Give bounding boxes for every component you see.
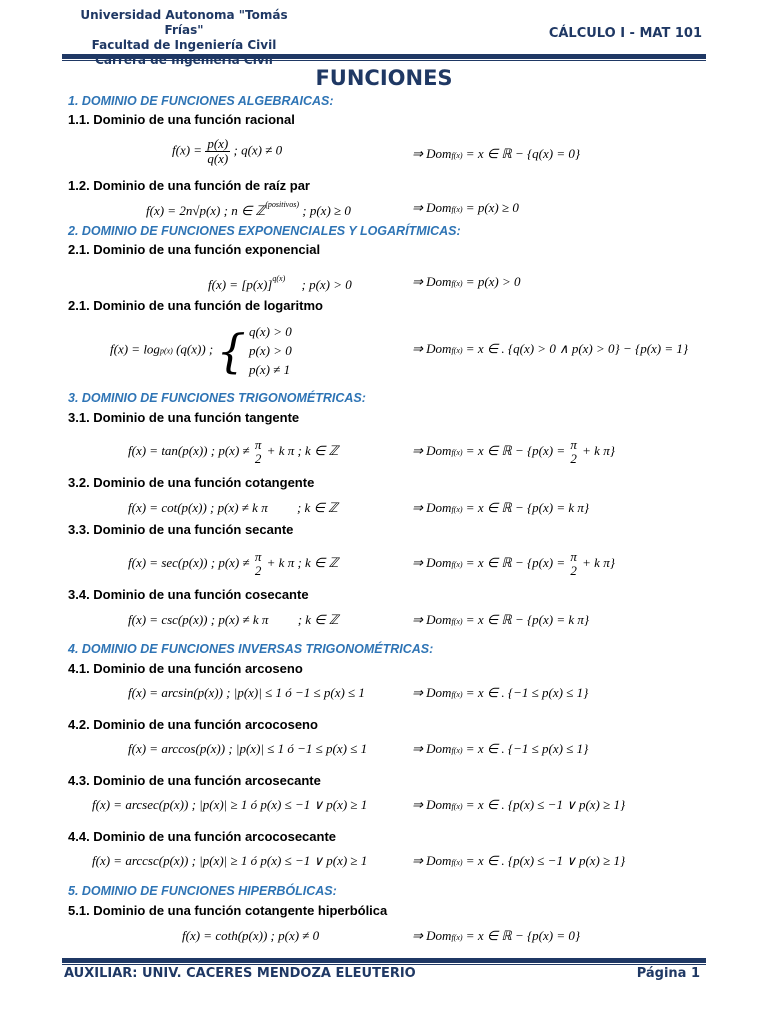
formula-arccosecant: f(x) = arccsc(p(x)) ; |p(x)| ≥ 1 ó p(x) ≤ −1 ∨ p(x) ≥ 1 [92,853,368,868]
domain-exponential: ⇒ Domf(x) = p(x) > 0 [412,274,521,289]
section-heading-1: 1. DOMINIO DE FUNCIONES ALGEBRAICAS: [68,94,334,108]
formula-arcsine: f(x) = arcsin(p(x)) ; |p(x)| ≤ 1 ó −1 ≤ p(x) ≤ 1 [128,685,365,700]
subheading-3-2: 3.2. Dominio de una función cotangente [68,475,315,490]
subheading-4-2: 4.2. Dominio de una función arcocoseno [68,717,318,732]
subheading-2-2: 2.1. Dominio de una función de logaritmo [68,298,323,313]
domain-tangent: ⇒ Domf(x) = x ∈ ℝ − {p(x) = π 2 + k π} [412,437,615,466]
section-heading-3: 3. DOMINIO DE FUNCIONES TRIGONOMÉTRICAS: [68,391,366,405]
author-footer: AUXILIAR: UNIV. CACERES MENDOZA ELEUTERIO [64,966,416,981]
formula-cotangent: f(x) = cot(p(x)) ; p(x) ≠ k π ; k ∈ ℤ [128,500,338,515]
domain-even-root: ⇒ Domf(x) = p(x) ≥ 0 [412,200,519,215]
subheading-5-1: 5.1. Dominio de una función cotangente hiperbólica [68,903,388,918]
formula-even-root: f(x) = 2n√p(x) ; n ∈ ℤ$^{(positivos)}$ ; p(x) ≥ 0 [146,200,351,218]
subheading-3-3: 3.3. Dominio de una función secante [68,522,294,537]
university-name: Universidad Autonoma "Tomás Frías" [80,8,288,37]
domain-hyperbolic-cotangent: ⇒ Domf(x) = x ∈ ℝ − {p(x) = 0} [412,928,581,943]
formula-exponential: $f(x) = [p(x)]^{q(x)}$ ; p(x) > 0 [208,274,352,292]
subheading-1-2: 1.2. Dominio de una función de raíz par [68,178,310,193]
subheading-4-1: 4.1. Dominio de una función arcoseno [68,661,303,676]
domain-arcsecant: ⇒ Domf(x) = x ∈ . {p(x) ≤ −1 ∨ p(x) ≥ 1} [412,797,626,812]
subheading-3-1: 3.1. Dominio de una función tangente [68,410,300,425]
domain-arccosine: ⇒ Domf(x) = x ∈ . {−1 ≤ p(x) ≤ 1} [412,741,589,756]
footer-divider-thick [62,958,706,963]
course-code: CÁLCULO I - MAT 101 [548,26,702,41]
page-title: FUNCIONES [315,66,453,90]
subheading-4-4: 4.4. Dominio de una función arcocosecante [68,829,337,844]
faculty-name: Facultad de Ingeniería Civil [91,38,277,52]
section-heading-2: 2. DOMINIO DE FUNCIONES EXPONENCIALES Y LOGARÍTMICAS: [68,224,461,238]
domain-logarithm: ⇒ Domf(x) = x ∈ . {q(x) > 0 ∧ p(x) > 0} − {p(x) = 1} [412,341,689,356]
section-heading-4: 4. DOMINIO DE FUNCIONES INVERSAS TRIGONOMÉTRICAS: [68,642,434,656]
domain-cosecant: ⇒ Domf(x) = x ∈ ℝ − {p(x) = k π} [412,612,590,627]
subheading-3-4: 3.4. Dominio de una función cosecante [68,587,309,602]
domain-cotangent: ⇒ Domf(x) = x ∈ ℝ − {p(x) = k π} [412,500,590,515]
subheading-4-3: 4.3. Dominio de una función arcosecante [68,773,321,788]
header-divider-thin [62,60,706,61]
formula-arccosine: f(x) = arccos(p(x)) ; |p(x)| ≤ 1 ó −1 ≤ p(x) ≤ 1 [128,741,368,756]
domain-arcsine: ⇒ Domf(x) = x ∈ . {−1 ≤ p(x) ≤ 1} [412,685,589,700]
domain-arccosecant: ⇒ Domf(x) = x ∈ . {p(x) ≤ −1 ∨ p(x) ≥ 1} [412,853,626,868]
formula-cosecant: f(x) = csc(p(x)) ; p(x) ≠ k π ; k ∈ ℤ [128,612,339,627]
formula-secant: f(x) = sec(p(x)) ; p(x) ≠ π 2 + k π ; k ∈ ℤ [128,549,339,578]
subheading-2-1: 2.1. Dominio de una función exponencial [68,242,321,257]
domain-secant: ⇒ Domf(x) = x ∈ ℝ − {p(x) = π 2 + k π} [412,549,615,578]
formula-logarithm: f(x) = logp(x) (q(x)) ; { q(x) > 0 p(x) > 0 p(x) ≠ 1 [110,323,292,378]
section-heading-5: 5. DOMINIO DE FUNCIONES HIPERBÓLICAS: [68,884,337,898]
page-number: Página 1 [636,966,700,981]
header-divider-thick [62,54,706,59]
formula-rational: f(x) = $\frac{p(x)}{q(x)}$ ; q(x) ≠ 0 [172,136,283,166]
subheading-1-1: 1.1. Dominio de una función racional [68,112,295,127]
footer-divider-thin [62,964,706,965]
formula-tangent: f(x) = tan(p(x)) ; p(x) ≠ π 2 + k π ; k ∈ ℤ [128,437,339,466]
formula-hyperbolic-cotangent: f(x) = coth(p(x)) ; p(x) ≠ 0 [182,928,320,943]
institution-header [64,8,304,68]
domain-rational: ⇒ Domf(x) = x ∈ ℝ − {q(x) = 0} [412,146,581,161]
formula-arcsecant: f(x) = arcsec(p(x)) ; |p(x)| ≥ 1 ó p(x) ≤ −1 ∨ p(x) ≥ 1 [92,797,368,812]
